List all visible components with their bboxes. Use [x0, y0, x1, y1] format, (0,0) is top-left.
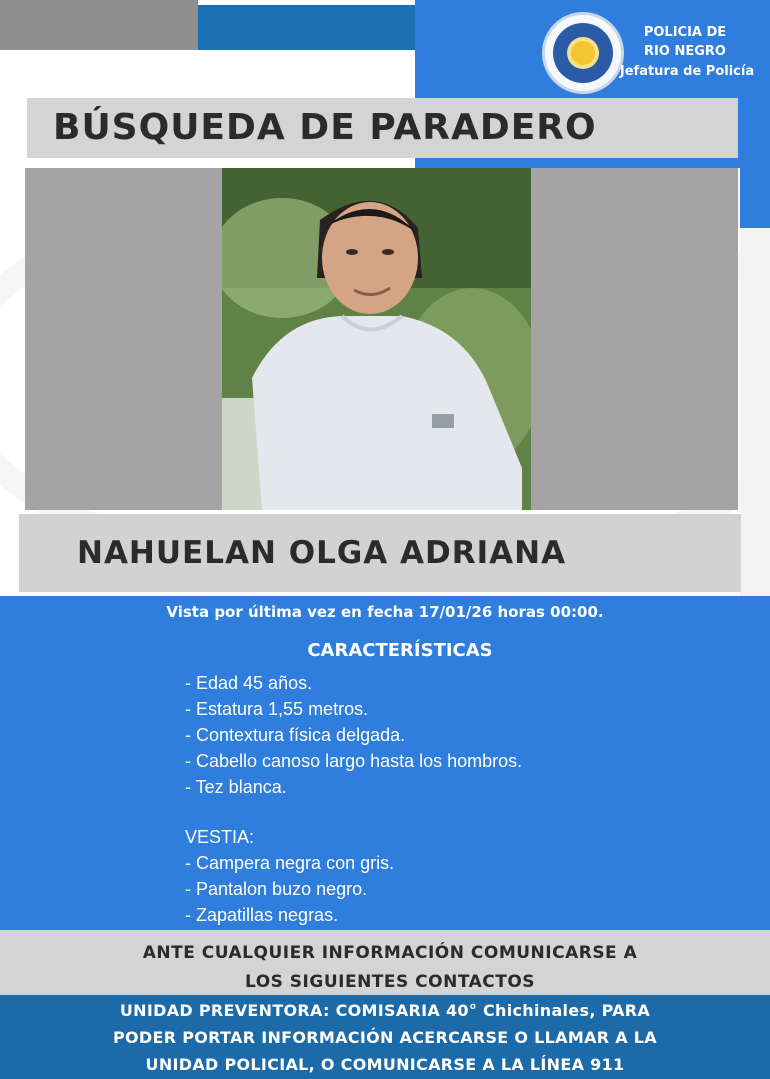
decor-white-strip — [740, 228, 770, 596]
header-org-line1: POLICIA DE — [643, 25, 727, 40]
header-org-line3: Jefatura de Policía — [619, 64, 755, 79]
footer-line3: UNIDAD POLICIAL, O COMUNICARSE A LA LÍNEA 911 — [145, 1055, 625, 1074]
police-badge-logo — [542, 12, 624, 94]
decor-blue-strip — [740, 168, 770, 228]
missing-person-photo — [222, 168, 531, 510]
sun-emblem-icon — [571, 41, 595, 65]
photo-frame-right — [531, 168, 738, 510]
footer-line1: UNIDAD PREVENTORA: COMISARIA 40° Chichinales, PARA — [119, 1001, 651, 1020]
clothing-item-jacket: - Campera negra con gris. — [185, 853, 395, 873]
contact-line2: LOS SIGUIENTES CONTACTOS — [244, 972, 536, 992]
decor-blue-block — [198, 5, 416, 50]
clothing-label: VESTIA: — [185, 827, 255, 847]
person-photo-illustration — [222, 168, 531, 510]
person-name: NAHUELAN OLGA ADRIANA — [77, 535, 567, 571]
features-heading: CARACTERÍSTICAS — [307, 640, 493, 661]
feature-item-height: - Estatura 1,55 metros. — [185, 699, 369, 719]
decor-white-block — [0, 50, 415, 97]
footer-line2: PODER PORTAR INFORMACIÓN ACERCARSE O LLAMAR A LA — [113, 1028, 657, 1047]
features-list — [185, 670, 522, 800]
clothing-item-pants: - Pantalon buzo negro. — [185, 879, 368, 899]
feature-item-hair: - Cabello canoso largo hasta los hombros. — [185, 751, 523, 771]
clothing-item-shoes: - Zapatillas negras. — [185, 905, 339, 925]
feature-item-skin: - Tez blanca. — [185, 777, 287, 797]
badge-inner-circle — [553, 23, 613, 83]
page-title: BÚSQUEDA DE PARADERO — [53, 107, 597, 148]
photo-frame-left — [25, 168, 222, 510]
decor-gray-block — [0, 0, 198, 50]
last-seen-text: Vista por última vez en fecha 17/01/26 horas 00:00. — [166, 603, 604, 621]
feature-item-age: - Edad 45 años. — [185, 673, 313, 693]
clothing-list — [185, 850, 394, 928]
feature-item-build: - Contextura física delgada. — [185, 725, 406, 745]
header-org-line2: RIO NEGRO — [644, 44, 726, 59]
contact-line1: ANTE CUALQUIER INFORMACIÓN COMUNICARSE A — [142, 943, 638, 963]
